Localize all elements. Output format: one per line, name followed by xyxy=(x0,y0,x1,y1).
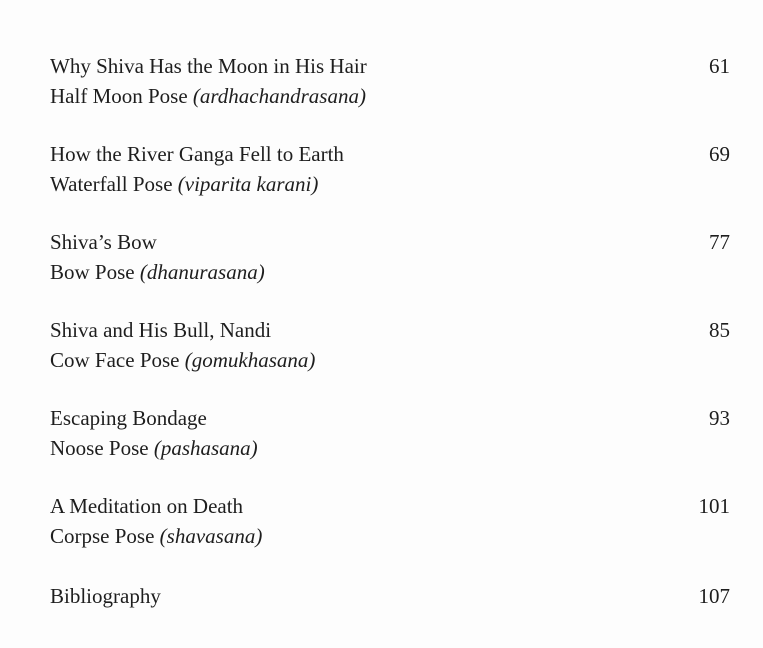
chapter-title: Why Shiva Has the Moon in His Hair xyxy=(50,54,367,78)
pose-line xyxy=(50,345,730,375)
pose-name: Half Moon Pose xyxy=(50,84,188,108)
pose-name: Noose Pose xyxy=(50,436,149,460)
page-number: 107 xyxy=(698,584,730,608)
sanskrit-name: (viparita karani) xyxy=(177,172,319,196)
toc-entry xyxy=(50,139,730,199)
chapter-title: Shiva’s Bow xyxy=(50,230,157,254)
toc-entry-bibliography xyxy=(50,581,730,611)
pose-line xyxy=(50,257,730,287)
page-number: 85 xyxy=(709,318,730,342)
page-number: 61 xyxy=(709,54,730,78)
chapter-title: A Meditation on Death xyxy=(50,494,244,518)
pose-name: Bow Pose xyxy=(50,260,135,284)
toc-entry xyxy=(50,403,730,463)
page-number: 93 xyxy=(709,406,730,430)
page-number: 101 xyxy=(698,494,730,518)
page-number: 69 xyxy=(709,142,730,166)
pose-line xyxy=(50,433,730,463)
sanskrit-name: (dhanurasana) xyxy=(139,260,265,284)
sanskrit-name: (ardhachandrasana) xyxy=(192,84,366,108)
toc-entry xyxy=(50,51,730,111)
pose-name: Waterfall Pose xyxy=(50,172,173,196)
toc-entry xyxy=(50,315,730,375)
page-number: 77 xyxy=(709,230,730,254)
pose-name: Corpse Pose xyxy=(50,524,155,548)
toc-entry xyxy=(50,227,730,287)
chapter-title: How the River Ganga Fell to Earth xyxy=(50,142,344,166)
sanskrit-name: (gomukhasana) xyxy=(184,348,316,372)
pose-line xyxy=(50,81,730,111)
chapter-title: Shiva and His Bull, Nandi xyxy=(50,318,272,342)
pose-line xyxy=(50,521,730,551)
pose-line xyxy=(50,169,730,199)
toc-entry xyxy=(50,491,730,551)
chapter-title: Escaping Bondage xyxy=(50,406,207,430)
sanskrit-name: (pashasana) xyxy=(153,436,258,460)
pose-name: Cow Face Pose xyxy=(50,348,180,372)
sanskrit-name: (shavasana) xyxy=(159,524,263,548)
bibliography-title: Bibliography xyxy=(50,584,161,608)
